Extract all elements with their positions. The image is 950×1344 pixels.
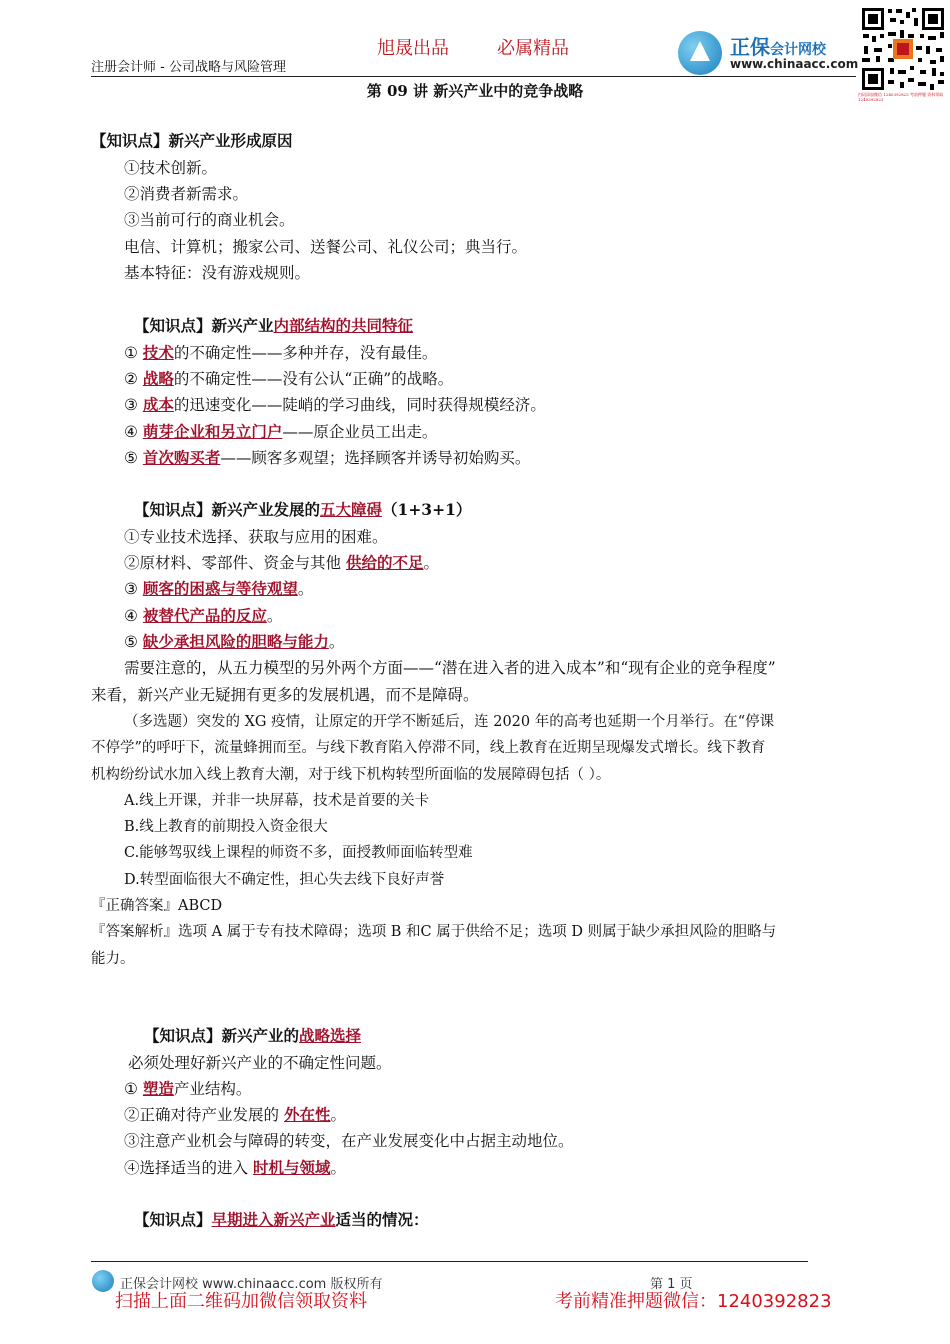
highlighted-term: 外在性 (283, 1105, 331, 1124)
highlighted-term: 缺少承担风险的胆略与能力 (142, 632, 329, 651)
text-line (124, 711, 774, 732)
footer-divider (91, 1261, 808, 1262)
text-segment: 。 (266, 607, 283, 625)
text-line (124, 448, 530, 468)
text-segment: 基本特征：没有游戏规则。 (124, 264, 311, 282)
text-line (124, 184, 248, 204)
text-line (124, 632, 344, 652)
text-segment: 【知识点】新兴产业的 (144, 1026, 300, 1045)
text-line (124, 842, 473, 863)
highlighted-term: 萌芽企业和另立门户 (142, 422, 283, 441)
text-segment: ——顾客多观望；选择顾客并诱导初始购买。 (220, 449, 531, 467)
text-segment: ①技术创新。 (124, 159, 218, 177)
text-line (124, 1158, 346, 1178)
promo-right: 考前精准押题微信：1240392823 (555, 1291, 832, 1312)
text-segment: ⑤ (124, 633, 143, 651)
text-segment: 产业结构。 (173, 1080, 252, 1098)
highlighted-term: 五大障碍 (320, 500, 383, 519)
text-segment: C.能够驾驭线上课程的师资不多，面授教师面临转型难 (124, 845, 473, 861)
text-segment: A.线上开课，并非一块屏幕，技术是首要的关卡 (124, 793, 430, 809)
text-line (134, 1210, 429, 1230)
logo-url: www.chinaacc.com (730, 57, 859, 71)
text-segment: ④选择适当的进入 (124, 1159, 253, 1177)
text-segment: ③注意产业机会与障碍的转变，在产业发展变化中占据主动地位。 (124, 1132, 574, 1150)
text-segment: ② (124, 370, 143, 388)
text-line (124, 422, 437, 442)
text-segment: ②正确对待产业发展的 (124, 1106, 284, 1124)
text-segment: ③ (124, 396, 143, 414)
text-line (124, 263, 310, 283)
text-segment: 【知识点】新兴产业发展的 (134, 500, 321, 519)
text-segment: 必须处理好新兴产业的不确定性问题。 (128, 1054, 392, 1072)
text-segment: 电信、计算机；搬家公司、送餐公司、礼仪公司；典当行。 (124, 238, 528, 256)
text-segment: ④ (124, 423, 143, 441)
text-line (91, 948, 135, 969)
highlighted-term: 战略 (142, 369, 174, 388)
text-line (124, 1079, 251, 1099)
logo-text: 正保会计网校 (730, 35, 826, 59)
highlighted-term: 时机与领域 (252, 1158, 331, 1177)
course-name: 注册会计师 - 公司战略与风险管理 (91, 60, 286, 75)
text-line (91, 895, 222, 916)
slogan-right: 必属精品 (497, 38, 569, 59)
text-line (91, 131, 293, 151)
text-segment: 。 (330, 1159, 346, 1177)
text-line (91, 737, 765, 758)
text-segment: 『答案解析』选项 A 属于专有技术障碍；选项 B 和C 属于供给不足；选项 D 则属于缺少承担风险的胆略与 (91, 924, 777, 940)
text-segment: ①专业技术选择、获取与应用的困难。 (124, 528, 388, 546)
text-line (128, 1053, 392, 1073)
text-segment: （多选题）突发的 XG 疫情，让原定的开学不断延后，连 2020 年的高考也延期一个月举行。在“停课 (124, 714, 775, 730)
text-line (124, 369, 453, 389)
text-line (124, 790, 429, 811)
highlighted-term: 供给的不足 (345, 553, 424, 572)
text-segment: D.转型面临很大不确定性，担心失去线下良好声誉 (124, 872, 445, 888)
highlighted-term: 被替代产品的反应 (142, 606, 267, 625)
highlighted-term: 技术 (142, 343, 174, 362)
text-line (134, 500, 471, 520)
highlighted-term: 内部结构的共同特征 (273, 316, 414, 335)
highlighted-term: 塑造 (142, 1079, 174, 1098)
text-segment: 的迅速变化——陡峭的学习曲线，同时获得规模经济。 (173, 396, 546, 414)
text-segment: 【知识点】新兴产业形成原因 (91, 131, 293, 150)
text-segment: 。 (423, 554, 439, 572)
text-line (134, 316, 413, 336)
text-segment: 适当的情况： (335, 1210, 429, 1229)
text-segment: 【知识点】新兴产业 (134, 316, 274, 335)
text-segment: ②消费者新需求。 (124, 185, 249, 203)
text-segment: 能力。 (91, 951, 135, 967)
text-line (124, 1105, 346, 1125)
text-segment: 的不确定性——多种并存，没有最佳。 (173, 344, 438, 362)
highlighted-term: 早期进入新兴产业 (211, 1210, 336, 1229)
text-segment: ③ (124, 580, 143, 598)
text-line (124, 579, 313, 599)
text-line (124, 158, 217, 178)
text-segment: 。 (297, 580, 314, 598)
text-line (124, 210, 295, 230)
text-segment: 。 (328, 633, 345, 651)
text-line (124, 869, 444, 890)
text-line (124, 658, 776, 678)
chinaacc-logo (678, 29, 858, 75)
qr-caption: 扫码添加微信 1240392823 考前押题 资料领取 1240392823 (858, 92, 944, 102)
text-line (91, 921, 776, 942)
highlighted-term: 成本 (142, 395, 174, 414)
header-divider (91, 76, 856, 77)
text-line (124, 606, 282, 626)
text-segment: 【知识点】 (134, 1210, 212, 1229)
footer-logo-icon (92, 1270, 114, 1292)
text-segment: 的不确定性——没有公认“正确”的战略。 (173, 370, 454, 388)
promo-left: 扫描上面二维码加微信领取资料 (115, 1291, 367, 1312)
highlighted-term: 战略选择 (299, 1026, 362, 1045)
page-title: 第 09 讲 新兴产业中的竞争战略 (366, 82, 584, 100)
text-segment: ——原企业员工出走。 (282, 423, 438, 441)
text-line (124, 343, 437, 363)
page-number: 第 1 页 (650, 1277, 693, 1292)
text-segment: 机构纷纷试水加入线上教育大潮，对于线下机构转型所面临的发展障碍包括（ ）。 (91, 767, 611, 783)
text-line (91, 685, 479, 705)
text-line (124, 816, 328, 837)
text-segment: （1+3+1） (382, 500, 472, 519)
text-line (91, 764, 610, 785)
text-line (124, 1131, 574, 1151)
highlighted-term: 首次购买者 (142, 448, 221, 467)
text-segment: 来看，新兴产业无疑拥有更多的发展机遇，而不是障碍。 (91, 686, 479, 704)
text-segment: B.线上教育的前期投入资金很大 (124, 819, 328, 835)
text-segment: 『正确答案』ABCD (91, 898, 223, 914)
text-line (124, 527, 388, 547)
logo-emblem-icon (678, 31, 722, 75)
text-line (144, 1026, 361, 1046)
footer-copyright: 正保会计网校 www.chinaacc.com 版权所有 (120, 1277, 383, 1292)
text-segment: ④ (124, 607, 143, 625)
text-segment: ②原材料、零部件、资金与其他 (124, 554, 346, 572)
text-segment: ① (124, 1080, 143, 1098)
text-segment: 需要注意的，从五力模型的另外两个方面——“潜在进入者的进入成本”和“现有企业的竞争程度” (124, 659, 776, 677)
text-segment: 。 (330, 1106, 346, 1124)
text-line (124, 553, 439, 573)
text-segment: ⑤ (124, 449, 143, 467)
text-line (124, 237, 527, 257)
highlighted-term: 顾客的困惑与等待观望 (142, 579, 298, 598)
text-segment: ③当前可行的商业机会。 (124, 211, 295, 229)
text-line (124, 395, 546, 415)
text-segment: 不停学”的呼吁下，流量蜂拥而至。与线下教育陷入停滞不同，线上教育在近期呈现爆发式增长。线下教育 (91, 740, 766, 756)
text-segment: ① (124, 344, 143, 362)
slogan-left: 旭晟出品 (377, 38, 449, 59)
